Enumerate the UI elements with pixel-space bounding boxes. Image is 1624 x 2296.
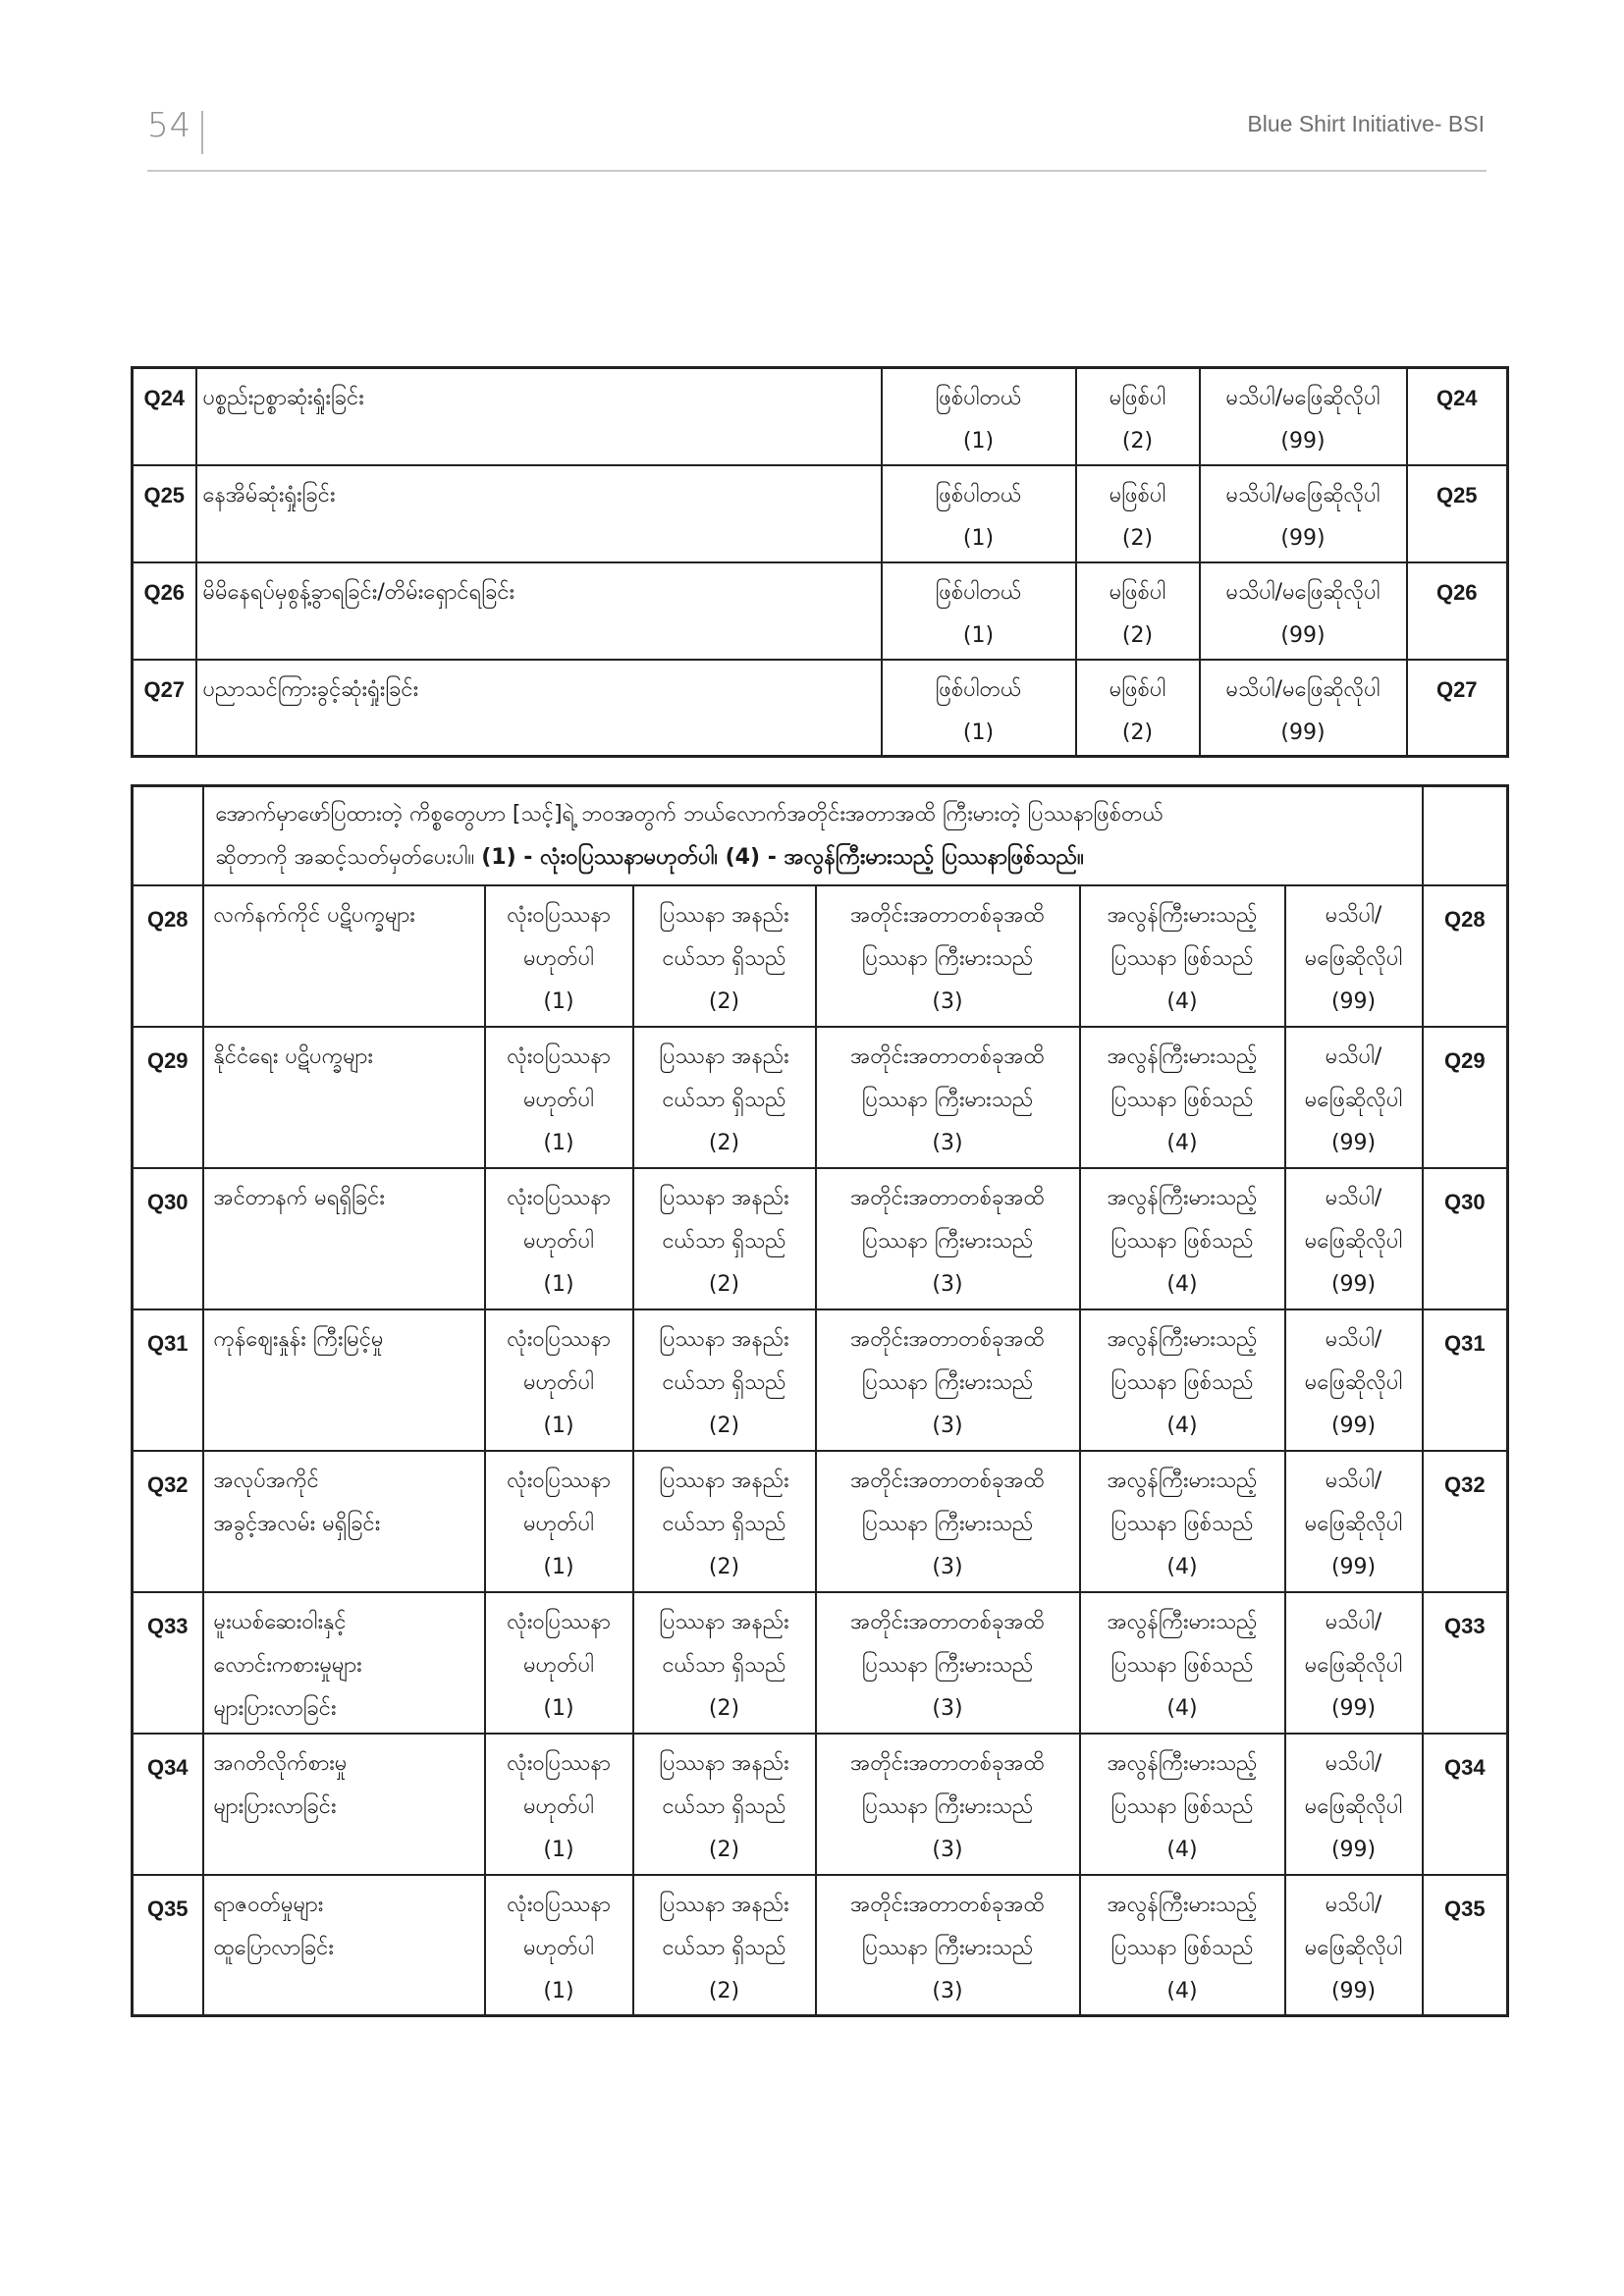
table-row — [133, 1027, 1508, 1168]
answer-label-line-1: အတိုင်းအတာတစ်ခုအထိ — [850, 1609, 1045, 1634]
question-id-right: Q28 — [1423, 885, 1508, 1027]
answer-option[interactable] — [1285, 885, 1423, 1027]
answer-label-line-2: ပြဿနာ ကြီးမားသည် — [861, 1935, 1034, 1960]
answer-option[interactable] — [816, 1309, 1080, 1451]
answer-label-line-1: မသိပါ/ — [1325, 1185, 1382, 1210]
answer-option[interactable] — [1080, 885, 1285, 1027]
answer-option[interactable] — [633, 1451, 816, 1592]
answer-option[interactable] — [633, 1592, 816, 1734]
answer-option[interactable] — [1200, 465, 1407, 562]
answer-code: (1) — [962, 525, 995, 551]
answer-label-line-1: မသိပါ/ — [1325, 1892, 1382, 1917]
question-text — [203, 1875, 485, 2016]
question-id: Q28 — [133, 885, 203, 1027]
table-row — [133, 1451, 1508, 1592]
question-id-right: Q29 — [1423, 1027, 1508, 1168]
answer-label-line-2: မဟုတ်ပါ — [523, 1369, 594, 1395]
answer-label-line-1: လုံးဝပြဿနာ — [507, 1185, 611, 1210]
answer-label-line-1: အလွန်ကြီးမားသည့် — [1107, 1892, 1258, 1917]
answer-code: (99) — [1330, 1837, 1377, 1862]
answer-label: ဖြစ်ပါတယ် — [935, 386, 1022, 410]
table-row — [133, 885, 1508, 1027]
answer-label-line-1: အလွန်ကြီးမားသည့် — [1107, 902, 1258, 928]
answer-label-line-2: ငယ်သာ ရှိသည် — [662, 1652, 786, 1678]
answer-option[interactable] — [1076, 562, 1200, 660]
intro-instructions — [203, 786, 1423, 885]
header-separator — [201, 111, 203, 154]
organization-name: Blue Shirt Initiative- BSI — [1247, 111, 1485, 136]
question-text — [203, 1451, 485, 1592]
answer-code: (4) — [1166, 1271, 1198, 1297]
question-text-line: အင်တာနက် မရရှိခြင်း — [213, 1185, 385, 1210]
answer-code: (4) — [1166, 1554, 1198, 1579]
answer-label: မဖြစ်ပါ — [1109, 579, 1166, 605]
answer-code: (99) — [1280, 429, 1326, 454]
answer-label-line-2: မဖြေဆိုလိုပါ — [1304, 1087, 1403, 1112]
answer-option[interactable] — [1200, 660, 1407, 757]
answer-option[interactable] — [485, 1592, 633, 1734]
answer-label-line-2: မဖြေဆိုလိုပါ — [1304, 1793, 1403, 1819]
question-text — [203, 1592, 485, 1734]
question-text-line: များပြားလာခြင်း — [213, 1793, 337, 1819]
question-text-line: ထူပြောလာခြင်း — [213, 1935, 334, 1960]
answer-label-line-2: မဟုတ်ပါ — [523, 1511, 594, 1536]
intro-line-2: ဆိုတာကို အဆင့်သတ်မှတ်ပေးပါ။ — [215, 845, 475, 870]
answer-code: (2) — [708, 1837, 740, 1862]
answer-label-line-2: ပြဿနာ ဖြစ်သည် — [1110, 1793, 1254, 1819]
answer-code: (2) — [1121, 429, 1154, 454]
question-id-right: Q34 — [1423, 1734, 1508, 1875]
answer-option[interactable] — [816, 1168, 1080, 1309]
answer-code: (1) — [543, 1978, 574, 2003]
answer-label-line-2: ပြဿနာ ကြီးမားသည် — [861, 1087, 1034, 1112]
answer-label-line-1: မသိပါ/ — [1325, 1609, 1382, 1634]
answer-label: မသိပါ/မဖြေဆိုလိုပါ — [1225, 482, 1380, 507]
answer-code: (2) — [1121, 720, 1154, 745]
answer-label-line-2: ပြဿနာ ဖြစ်သည် — [1110, 1228, 1254, 1254]
answer-label-line-1: ပြဿနာ အနည်း — [659, 1750, 789, 1776]
answer-code: (4) — [1166, 1978, 1198, 2003]
answer-label-line-2: ငယ်သာ ရှိသည် — [662, 1228, 786, 1254]
answer-label: မဖြစ်ပါ — [1109, 386, 1166, 410]
answer-label-line-2: မဟုတ်ပါ — [523, 945, 594, 971]
question-text-line: အဂတိလိုက်စားမှု — [213, 1750, 348, 1776]
answer-label-line-1: ပြဿနာ အနည်း — [659, 1043, 789, 1069]
answer-option[interactable] — [816, 1451, 1080, 1592]
answer-code: (3) — [932, 1271, 963, 1297]
question-text-line: ကုန်ဈေးနှုန်း ကြီးမြင့်မှု — [213, 1326, 384, 1352]
answer-code: (2) — [1121, 622, 1154, 648]
question-id-right: Q26 — [1407, 562, 1508, 660]
answer-code: (2) — [1121, 525, 1154, 551]
answer-option[interactable] — [1285, 1168, 1423, 1309]
answer-option[interactable] — [485, 885, 633, 1027]
table-row — [133, 1168, 1508, 1309]
answer-code: (2) — [708, 1978, 740, 2003]
table-row — [133, 562, 1508, 660]
question-id: Q30 — [133, 1168, 203, 1309]
answer-code: (1) — [543, 1837, 574, 1862]
answer-option[interactable] — [816, 1734, 1080, 1875]
answer-option[interactable] — [485, 1451, 633, 1592]
answer-option[interactable] — [633, 1168, 816, 1309]
answer-label-line-2: ပြဿနာ ဖြစ်သည် — [1110, 1087, 1254, 1112]
answer-option[interactable] — [1285, 1027, 1423, 1168]
answer-option[interactable] — [485, 1734, 633, 1875]
question-text-line: အလုပ်အကိုင် — [213, 1468, 319, 1493]
answer-label-line-1: အတိုင်းအတာတစ်ခုအထိ — [850, 1043, 1045, 1069]
answer-label-line-1: အတိုင်းအတာတစ်ခုအထိ — [850, 1892, 1045, 1917]
answer-label-line-2: ပြဿနာ ကြီးမားသည် — [861, 1369, 1034, 1395]
answer-option[interactable] — [633, 1875, 816, 2016]
answer-label-line-1: လုံးဝပြဿနာ — [507, 1892, 611, 1917]
intro-row — [133, 786, 1508, 885]
answer-label-line-1: အလွန်ကြီးမားသည့် — [1107, 1043, 1258, 1069]
question-id: Q29 — [133, 1027, 203, 1168]
question-id-right: Q24 — [1407, 368, 1508, 465]
answer-code: (1) — [962, 720, 995, 745]
answer-label-line-2: မဖြေဆိုလိုပါ — [1304, 1652, 1403, 1678]
question-id: Q33 — [133, 1592, 203, 1734]
question-id-right: Q35 — [1423, 1875, 1508, 2016]
answer-code: (2) — [708, 1695, 740, 1721]
answer-option[interactable] — [633, 1309, 816, 1451]
answer-option[interactable] — [633, 1027, 816, 1168]
answer-option[interactable] — [1285, 1451, 1423, 1592]
answer-label-line-1: ပြဿနာ အနည်း — [659, 902, 789, 928]
question-text: ပစ္စည်းဥစ္စာဆုံးရှုံးခြင်း — [196, 368, 882, 465]
question-id-right: Q33 — [1423, 1592, 1508, 1734]
answer-code: (1) — [543, 1271, 574, 1297]
answer-label-line-1: အလွန်ကြီးမားသည့် — [1107, 1185, 1258, 1210]
answer-label-line-2: မဟုတ်ပါ — [523, 1652, 594, 1678]
answer-code: (99) — [1330, 1130, 1377, 1155]
answer-option[interactable] — [816, 1027, 1080, 1168]
answer-option[interactable] — [882, 562, 1076, 660]
answer-label-line-1: အလွန်ကြီးမားသည့် — [1107, 1468, 1258, 1493]
answer-code: (1) — [962, 622, 995, 648]
answer-label-line-1: လုံးဝပြဿနာ — [507, 1468, 611, 1493]
answer-code: (4) — [1166, 1413, 1198, 1438]
answer-option[interactable] — [633, 885, 816, 1027]
answer-label-line-2: မဟုတ်ပါ — [523, 1228, 594, 1254]
answer-option[interactable] — [485, 1168, 633, 1309]
answer-option[interactable] — [882, 465, 1076, 562]
answer-label-line-2: ငယ်သာ ရှိသည် — [662, 1087, 786, 1112]
answer-label-line-2: ပြဿနာ ကြီးမားသည် — [861, 1511, 1034, 1536]
answer-label-line-2: မဖြေဆိုလိုပါ — [1304, 1511, 1403, 1536]
answer-label: ဖြစ်ပါတယ် — [935, 482, 1022, 507]
question-text-line: မူးယစ်ဆေးဝါးနှင့် — [213, 1609, 347, 1634]
question-text — [203, 1027, 485, 1168]
answer-code: (3) — [932, 1695, 963, 1721]
survey-table-problems — [131, 784, 1509, 2017]
answer-label: မသိပါ/မဖြေဆိုလိုပါ — [1225, 386, 1380, 410]
intro-blank-left — [133, 786, 203, 885]
table-row — [133, 465, 1508, 562]
answer-label-line-1: ပြဿနာ အနည်း — [659, 1185, 789, 1210]
answer-label-line-2: မဟုတ်ပါ — [523, 1935, 594, 1960]
answer-code: (1) — [962, 429, 995, 454]
answer-label-line-2: ပြဿနာ ကြီးမားသည် — [861, 1652, 1034, 1678]
answer-code: (1) — [543, 1695, 574, 1721]
answer-code: (99) — [1330, 1271, 1377, 1297]
question-text — [203, 885, 485, 1027]
table-row — [133, 660, 1508, 757]
answer-option[interactable] — [1285, 1734, 1423, 1875]
answer-code: (3) — [932, 1837, 963, 1862]
table-row — [133, 1875, 1508, 2016]
answer-label-line-2: ငယ်သာ ရှိသည် — [662, 1511, 786, 1536]
answer-label-line-1: အလွန်ကြီးမားသည့် — [1107, 1609, 1258, 1634]
answer-label-line-1: အတိုင်းအတာတစ်ခုအထိ — [850, 1750, 1045, 1776]
question-text: နေအိမ်ဆုံးရှုံးခြင်း — [196, 465, 882, 562]
question-id: Q24 — [133, 368, 196, 465]
answer-label-line-2: ငယ်သာ ရှိသည် — [662, 1935, 786, 1960]
answer-label: မသိပါ/မဖြေဆိုလိုပါ — [1225, 579, 1380, 605]
answer-label-line-1: လုံးဝပြဿနာ — [507, 902, 611, 928]
answer-label-line-2: မဖြေဆိုလိုပါ — [1304, 1228, 1403, 1254]
answer-label-line-2: မဖြေဆိုလိုပါ — [1304, 1935, 1403, 1960]
answer-code: (1) — [543, 1413, 574, 1438]
question-id-right: Q25 — [1407, 465, 1508, 562]
answer-label-line-1: ပြဿနာ အနည်း — [659, 1892, 789, 1917]
question-text-line: လောင်းကစားမှုများ — [213, 1652, 362, 1678]
question-id-right: Q32 — [1423, 1451, 1508, 1592]
question-id: Q26 — [133, 562, 196, 660]
answer-label-line-1: အလွန်ကြီးမားသည့် — [1107, 1326, 1258, 1352]
answer-code: (2) — [708, 988, 740, 1014]
answer-code: (2) — [708, 1413, 740, 1438]
intro-scale-note: (1) - လုံးဝပြဿနာမဟုတ်ပါ၊ (4) - အလွန်ကြီးမားသည့် ပြဿနာဖြစ်သည်။ — [481, 845, 1084, 870]
answer-code: (1) — [543, 1130, 574, 1155]
answer-label: ဖြစ်ပါတယ် — [935, 676, 1022, 702]
question-id: Q32 — [133, 1451, 203, 1592]
answer-option[interactable] — [1080, 1592, 1285, 1734]
table-row — [133, 1309, 1508, 1451]
answer-option[interactable] — [816, 885, 1080, 1027]
answer-code: (2) — [708, 1130, 740, 1155]
answer-label-line-2: မဟုတ်ပါ — [523, 1793, 594, 1819]
page-number: 54 — [147, 106, 192, 145]
answer-label-line-1: ပြဿနာ အနည်း — [659, 1326, 789, 1352]
answer-code: (99) — [1280, 720, 1326, 745]
answer-option[interactable] — [633, 1734, 816, 1875]
answer-option[interactable] — [1200, 562, 1407, 660]
answer-option[interactable] — [1285, 1592, 1423, 1734]
answer-code: (2) — [708, 1554, 740, 1579]
answer-label-line-1: လုံးဝပြဿနာ — [507, 1043, 611, 1069]
answer-label-line-1: အတိုင်းအတာတစ်ခုအထိ — [850, 902, 1045, 928]
intro-line-1: အောက်မှာဖော်ပြထားတဲ့ ကိစ္စတွေဟာ [သင့်]ရဲ့ ဘဝအတွက် ဘယ်လောက်အတိုင်းအတာအထိ ကြီးမားတဲ့ ပြဿနာဖြစ်တယ် — [215, 802, 1164, 827]
answer-code: (99) — [1330, 1695, 1377, 1721]
answer-label-line-2: ပြဿနာ ဖြစ်သည် — [1110, 945, 1254, 971]
answer-option[interactable] — [882, 660, 1076, 757]
answer-option[interactable] — [485, 1875, 633, 2016]
answer-code: (3) — [932, 1413, 963, 1438]
answer-code: (99) — [1280, 622, 1326, 648]
answer-label-line-2: ပြဿနာ ကြီးမားသည် — [861, 1793, 1034, 1819]
answer-option[interactable] — [1285, 1875, 1423, 2016]
answer-label-line-2: ပြဿနာ ဖြစ်သည် — [1110, 1511, 1254, 1536]
answer-label-line-1: အတိုင်းအတာတစ်ခုအထိ — [850, 1185, 1045, 1210]
answer-option[interactable] — [1080, 1875, 1285, 2016]
answer-label: မသိပါ/မဖြေဆိုလိုပါ — [1225, 676, 1380, 702]
answer-label-line-2: မဖြေဆိုလိုပါ — [1304, 945, 1403, 971]
question-id: Q25 — [133, 465, 196, 562]
question-text-line: အခွင့်အလမ်း မရှိခြင်း — [213, 1511, 381, 1536]
table-row — [133, 1734, 1508, 1875]
answer-option[interactable] — [1080, 1027, 1285, 1168]
answer-label-line-1: ပြဿနာ အနည်း — [659, 1468, 789, 1493]
answer-code: (2) — [708, 1271, 740, 1297]
question-id-right: Q27 — [1407, 660, 1508, 757]
answer-code: (1) — [543, 988, 574, 1014]
answer-option[interactable] — [485, 1027, 633, 1168]
question-text — [203, 1734, 485, 1875]
question-text-line: ရာဇဝတ်မှုများ — [213, 1892, 324, 1917]
answer-label-line-1: ပြဿနာ အနည်း — [659, 1609, 789, 1634]
answer-code: (3) — [932, 1130, 963, 1155]
question-text-line: များပြားလာခြင်း — [213, 1695, 337, 1721]
answer-label-line-2: ပြဿနာ ဖြစ်သည် — [1110, 1935, 1254, 1960]
question-text: မိမိနေရပ်မှစွန့်ခွာရခြင်း/တိမ်းရှောင်ရခြင်း — [196, 562, 882, 660]
question-id: Q34 — [133, 1734, 203, 1875]
question-text: ပညာသင်ကြားခွင့်ဆုံးရှုံးခြင်း — [196, 660, 882, 757]
answer-option[interactable] — [1076, 368, 1200, 465]
answer-label-line-2: ငယ်သာ ရှိသည် — [662, 945, 786, 971]
answer-label-line-2: မဖြေဆိုလိုပါ — [1304, 1369, 1403, 1395]
question-id: Q35 — [133, 1875, 203, 2016]
answer-label: မဖြစ်ပါ — [1109, 676, 1166, 702]
answer-code: (99) — [1280, 525, 1326, 551]
survey-table-displacement — [131, 366, 1509, 758]
answer-code: (99) — [1330, 988, 1377, 1014]
answer-label-line-2: ပြဿနာ ကြီးမားသည် — [861, 1228, 1034, 1254]
answer-option[interactable] — [882, 368, 1076, 465]
answer-label-line-2: ပြဿနာ ဖြစ်သည် — [1110, 1652, 1254, 1678]
question-id: Q27 — [133, 660, 196, 757]
question-text-line: နိုင်ငံရေး ပဋိပက္ခများ — [213, 1043, 373, 1069]
answer-label-line-1: လုံးဝပြဿနာ — [507, 1750, 611, 1776]
answer-option[interactable] — [485, 1309, 633, 1451]
answer-code: (4) — [1166, 1130, 1198, 1155]
answer-option[interactable] — [1076, 465, 1200, 562]
answer-code: (4) — [1166, 988, 1198, 1014]
answer-label-line-1: အတိုင်းအတာတစ်ခုအထိ — [850, 1468, 1045, 1493]
answer-option[interactable] — [1076, 660, 1200, 757]
answer-code: (99) — [1330, 1554, 1377, 1579]
answer-option[interactable] — [1080, 1451, 1285, 1592]
answer-option[interactable] — [1285, 1309, 1423, 1451]
answer-label-line-1: မသိပါ/ — [1325, 1468, 1382, 1493]
answer-option[interactable] — [1200, 368, 1407, 465]
answer-label-line-2: ပြဿနာ ဖြစ်သည် — [1110, 1369, 1254, 1395]
answer-label-line-1: မသိပါ/ — [1325, 902, 1382, 928]
answer-label-line-1: အလွန်ကြီးမားသည့် — [1107, 1750, 1258, 1776]
answer-label-line-2: ငယ်သာ ရှိသည် — [662, 1369, 786, 1395]
answer-option[interactable] — [816, 1592, 1080, 1734]
answer-label-line-2: မဟုတ်ပါ — [523, 1087, 594, 1112]
answer-option[interactable] — [1080, 1309, 1285, 1451]
question-text-line: လက်နက်ကိုင် ပဋိပက္ခများ — [213, 902, 415, 928]
question-id: Q31 — [133, 1309, 203, 1451]
answer-option[interactable] — [1080, 1168, 1285, 1309]
answer-option[interactable] — [1080, 1734, 1285, 1875]
answer-label-line-1: လုံးဝပြဿနာ — [507, 1326, 611, 1352]
table-row — [133, 368, 1508, 465]
question-id-right: Q31 — [1423, 1309, 1508, 1451]
answer-label: ဖြစ်ပါတယ် — [935, 579, 1022, 605]
answer-code: (1) — [543, 1554, 574, 1579]
answer-code: (4) — [1166, 1695, 1198, 1721]
question-text — [203, 1168, 485, 1309]
question-id-right: Q30 — [1423, 1168, 1508, 1309]
answer-code: (3) — [932, 1554, 963, 1579]
answer-label-line-2: ငယ်သာ ရှိသည် — [662, 1793, 786, 1819]
question-text — [203, 1309, 485, 1451]
answer-option[interactable] — [816, 1875, 1080, 2016]
header-rule — [147, 170, 1487, 172]
intro-blank-right — [1423, 786, 1508, 885]
answer-label-line-1: မသိပါ/ — [1325, 1750, 1382, 1776]
answer-code: (3) — [932, 1978, 963, 2003]
answer-label: မဖြစ်ပါ — [1109, 482, 1166, 507]
answer-label-line-1: လုံးဝပြဿနာ — [507, 1609, 611, 1634]
answer-label-line-1: မသိပါ/ — [1325, 1043, 1382, 1069]
answer-code: (99) — [1330, 1413, 1377, 1438]
answer-label-line-1: မသိပါ/ — [1325, 1326, 1382, 1352]
answer-label-line-2: ပြဿနာ ကြီးမားသည် — [861, 945, 1034, 971]
answer-code: (4) — [1166, 1837, 1198, 1862]
answer-code: (99) — [1330, 1978, 1377, 2003]
answer-label-line-1: အတိုင်းအတာတစ်ခုအထိ — [850, 1326, 1045, 1352]
table-row — [133, 1592, 1508, 1734]
answer-code: (3) — [932, 988, 963, 1014]
